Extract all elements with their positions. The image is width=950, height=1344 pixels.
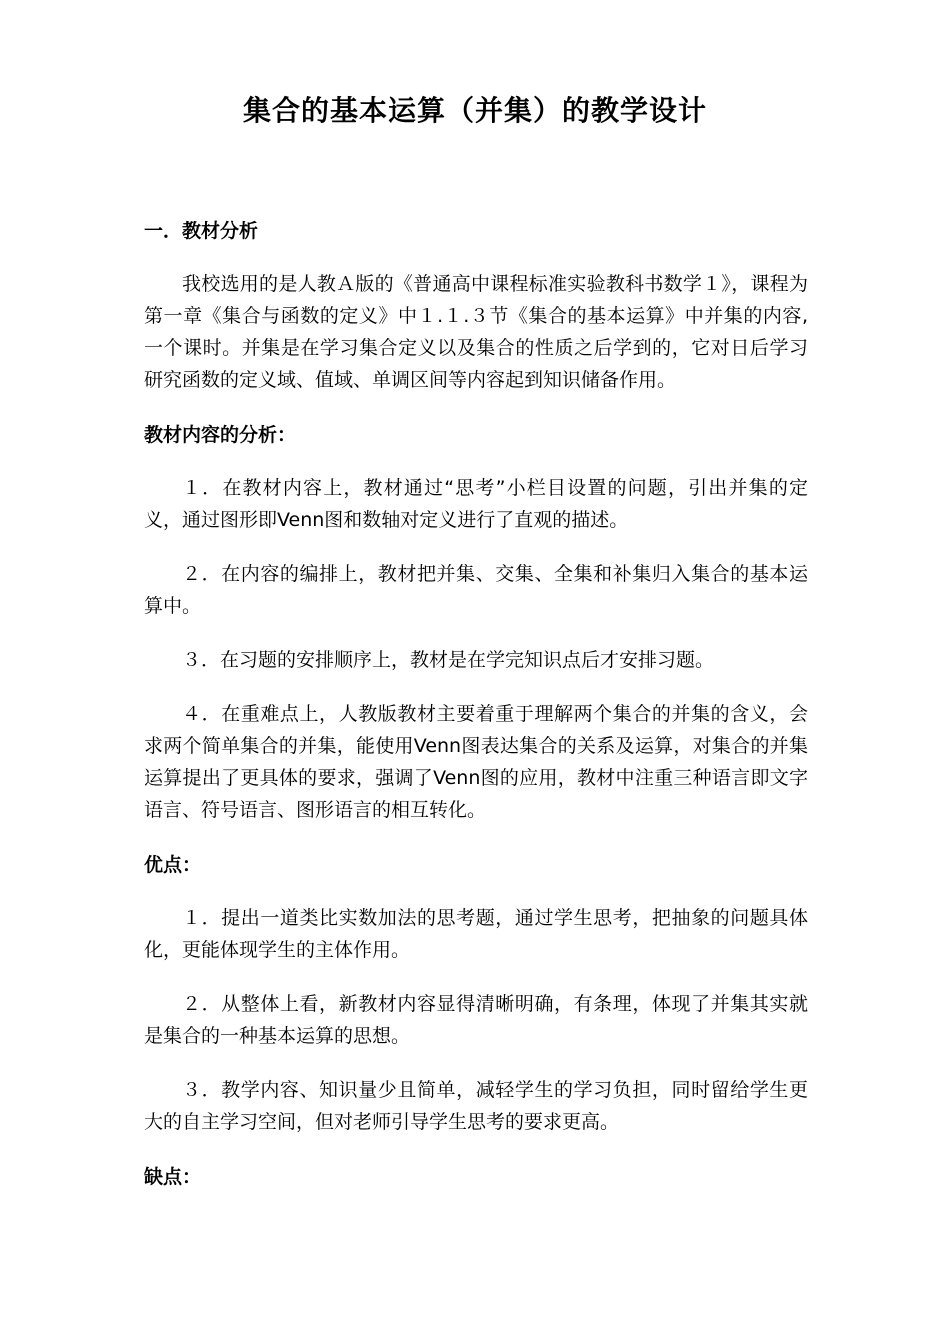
advantage-item: ２．从整体上看，新教材内容显得清晰明确，有条理，体现了并集其实就是集合的一种基本运算的思想。 [144, 993, 808, 1047]
content-analysis-item: ４．在重难点上，人教版教材主要着重于理解两个集合的并集的含义，会求两个简单集合的并集，能使用Venn图表达集合的关系及运算，对集合的并集运算提出了更具体的要求，强调了Venn图的应用，教材中注重三种语言即文字语言、符号语言、图形语言的相互转化。 [144, 703, 808, 821]
document-body [144, 214, 808, 1194]
disadvantages-heading: 缺点： [144, 1166, 202, 1188]
content-analysis-item: １．在教材内容上，教材通过“思考”小栏目设置的问题，引出并集的定义，通过图形即Venn图和数轴对定义进行了直观的描述。 [144, 477, 808, 531]
advantages-heading: 优点： [144, 854, 202, 876]
content-analysis-item: ２．在内容的编排上，教材把并集、交集、全集和补集归入集合的基本运算中。 [144, 563, 808, 617]
intro-paragraph: 我校选用的是人教Ａ版的《普通高中课程标准实验教科书数学１》，课程为第一章《集合与函数的定义》中１.１.３节《集合的基本运算》中并集的内容,一个课时。并集是在学习集合定义以及集合的性质之后学到的，它对日后学习研究函数的定义域、值域、单调区间等内容起到知识储备作用。 [144, 273, 808, 391]
content-analysis-item: ３．在习题的安排顺序上，教材是在学完知识点后才安排习题。 [182, 649, 715, 671]
advantage-item: １．提出一道类比实数加法的思考题，通过学生思考，把抽象的问题具体化，更能体现学生的主体作用。 [144, 907, 808, 961]
document-title: 集合的基本运算（并集）的教学设计 [242, 94, 707, 127]
advantage-item: ３．教学内容、知识量少且简单，减轻学生的学习负担，同时留给学生更大的自主学习空间，但对老师引导学生思考的要求更高。 [144, 1079, 808, 1133]
content-analysis-heading: 教材内容的分析： [144, 424, 297, 446]
section-heading-textbook-analysis: 一．教材分析 [144, 220, 259, 242]
